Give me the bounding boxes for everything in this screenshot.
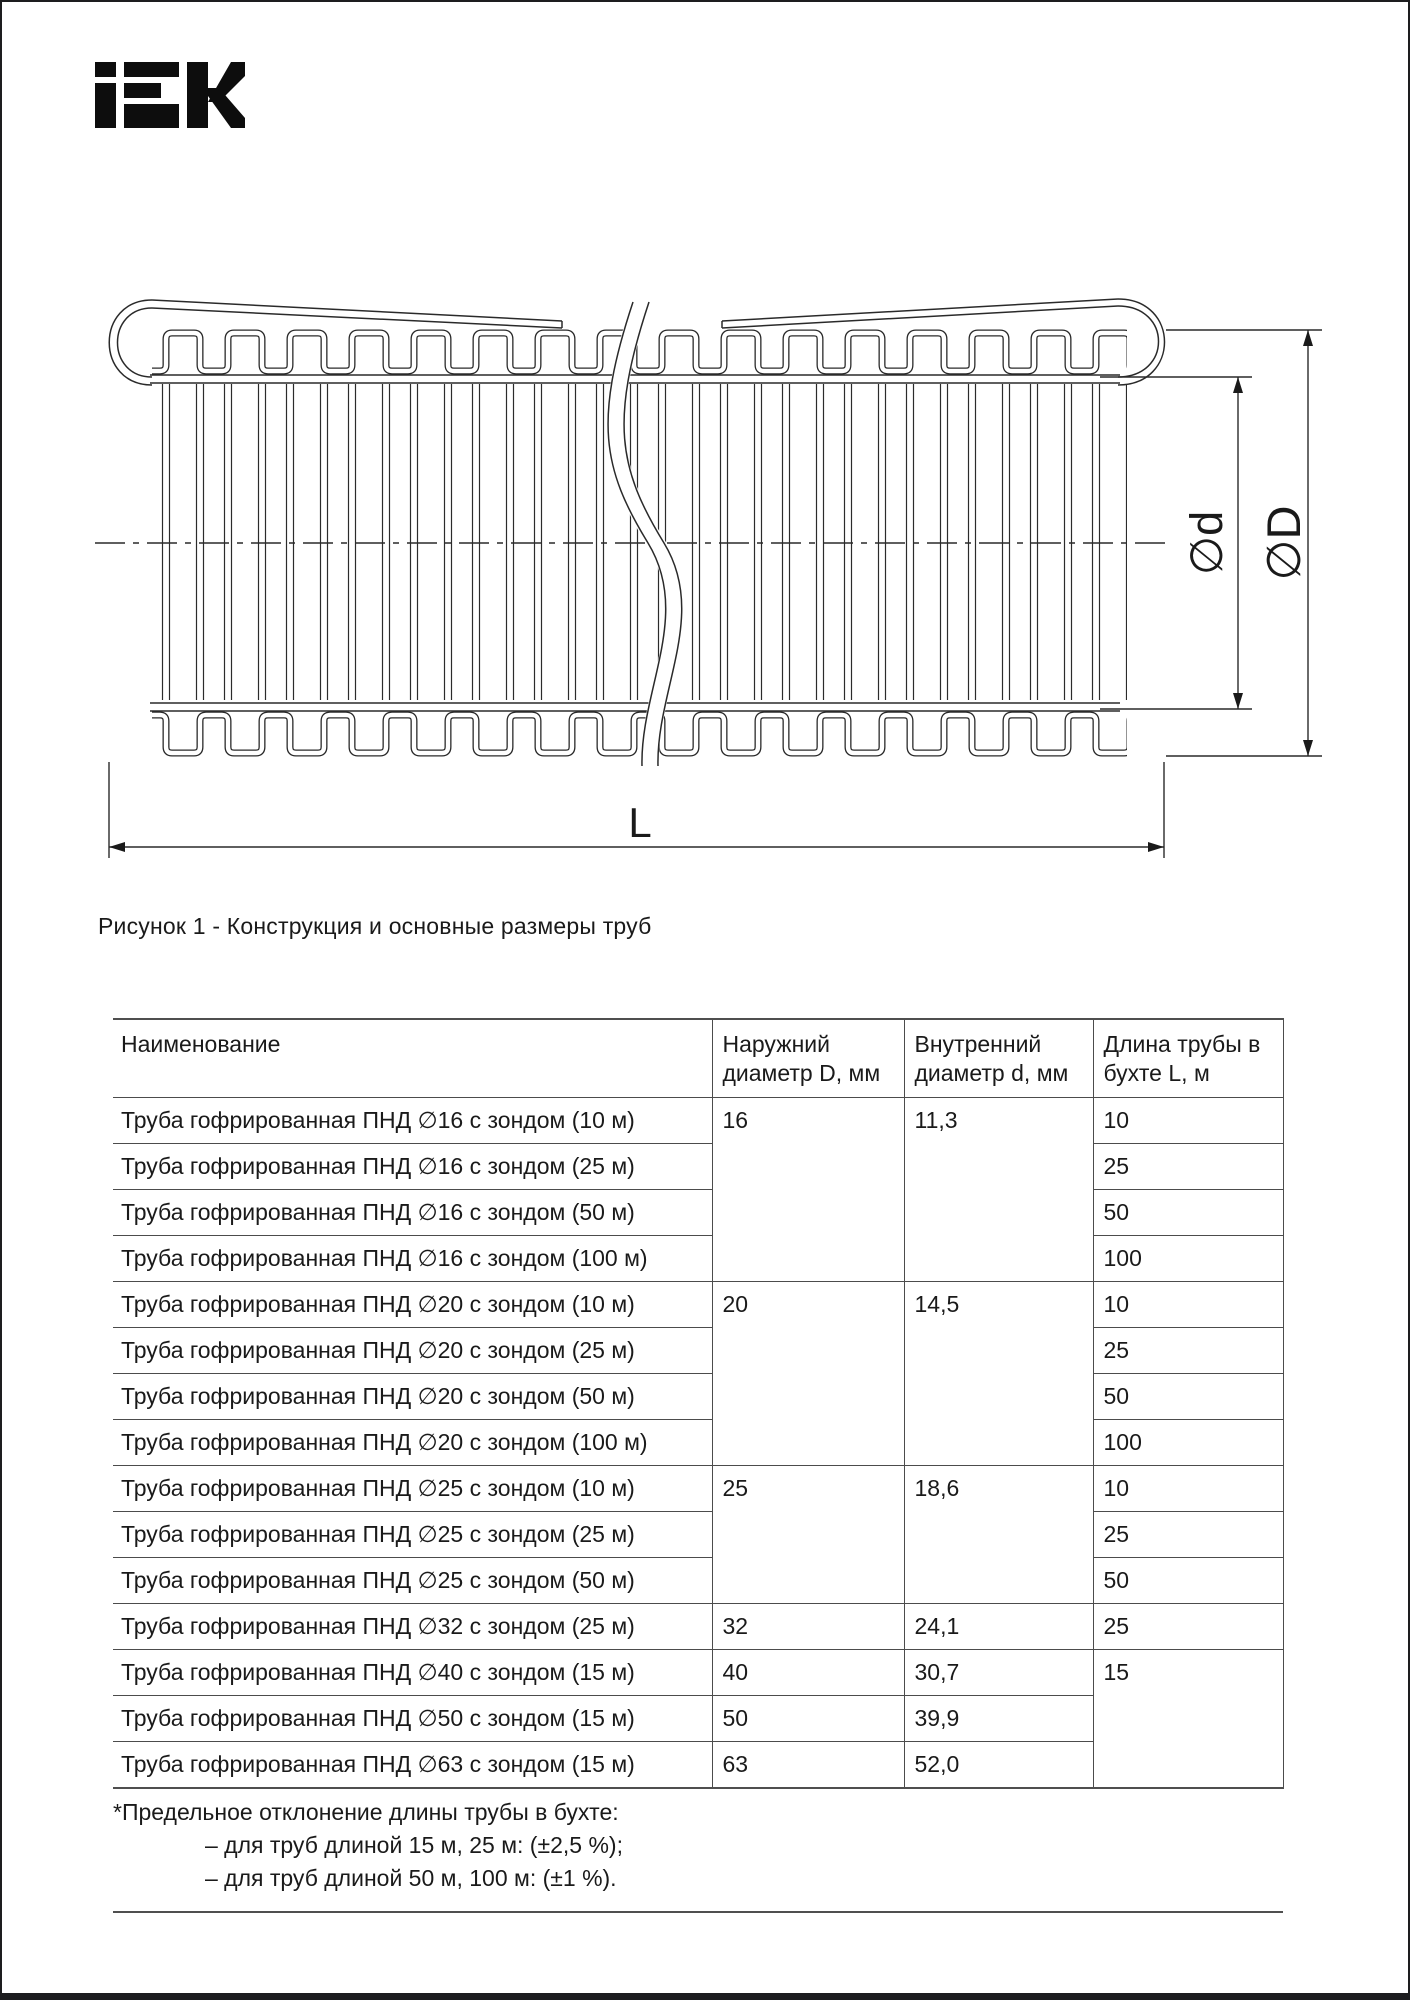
cell-outer-d: 16 xyxy=(712,1098,904,1282)
cell-length: 10 xyxy=(1093,1098,1283,1144)
cell-length: 25 xyxy=(1093,1512,1283,1558)
cell-name: Труба гофрированная ПНД ∅20 с зондом (25 м) xyxy=(113,1328,712,1374)
cell-name: Труба гофрированная ПНД ∅32 с зондом (25 м) xyxy=(113,1604,712,1650)
table-row xyxy=(113,1558,1283,1604)
cell-outer-d: 32 xyxy=(712,1604,904,1650)
dim-label-inner-diameter: ∅d xyxy=(1181,510,1232,576)
cell-name: Труба гофрированная ПНД ∅25 с зондом (10 м) xyxy=(113,1466,712,1512)
corrugation-bottom xyxy=(150,701,1127,761)
cell-name: Труба гофрированная ПНД ∅25 с зондом (25 м) xyxy=(113,1512,712,1558)
left-end-loop xyxy=(109,300,152,385)
pipe-table xyxy=(113,1018,1284,1789)
cell-inner-d: 14,5 xyxy=(904,1282,1093,1466)
cell-name: Труба гофрированная ПНД ∅20 с зондом (100 м) xyxy=(113,1420,712,1466)
cell-outer-d: 40 xyxy=(712,1650,904,1696)
table-row xyxy=(113,1282,1283,1328)
cell-inner-d: 30,7 xyxy=(904,1650,1093,1696)
table-row xyxy=(113,1466,1283,1512)
table-row xyxy=(113,1144,1283,1190)
cell-outer-d: 63 xyxy=(712,1742,904,1789)
cell-name: Труба гофрированная ПНД ∅16 с зондом (100 м) xyxy=(113,1236,712,1282)
table-row xyxy=(113,1374,1283,1420)
table-row xyxy=(113,1420,1283,1466)
cell-length: 50 xyxy=(1093,1190,1283,1236)
table-row xyxy=(113,1650,1283,1696)
iek-logo xyxy=(95,62,245,128)
cell-inner-d: 18,6 xyxy=(904,1466,1093,1604)
cell-name: Труба гофрированная ПНД ∅20 с зондом (10 м) xyxy=(113,1282,712,1328)
cell-name: Труба гофрированная ПНД ∅40 с зондом (15 м) xyxy=(113,1650,712,1696)
table-row xyxy=(113,1604,1283,1650)
cell-length: 25 xyxy=(1093,1604,1283,1650)
footnote-line: – для труб длиной 50 м, 100 м: (±1 %). xyxy=(205,1865,617,1891)
cell-length: 25 xyxy=(1093,1328,1283,1374)
dim-label-length: L xyxy=(628,799,652,846)
table-row xyxy=(113,1236,1283,1282)
footnote-line: – для труб длиной 15 м, 25 м: (±2,5 %); xyxy=(205,1832,623,1858)
table-header-row xyxy=(113,1019,1283,1098)
cell-length: 10 xyxy=(1093,1466,1283,1512)
cell-name: Труба гофрированная ПНД ∅16 с зондом (50 м) xyxy=(113,1190,712,1236)
cell-length: 25 xyxy=(1093,1144,1283,1190)
logo-e-top xyxy=(124,62,179,77)
logo-e-mid xyxy=(124,83,161,98)
table-row xyxy=(113,1328,1283,1374)
col-header-name: Наименование xyxy=(113,1019,712,1098)
cell-inner-d: 24,1 xyxy=(904,1604,1093,1650)
pipe-drawing xyxy=(0,220,1340,900)
logo-e-bot xyxy=(124,104,179,128)
cell-length: 50 xyxy=(1093,1558,1283,1604)
col-header-length: Длина трубы в бухте L, м xyxy=(1093,1019,1283,1098)
cell-inner-d: 52,0 xyxy=(904,1742,1093,1789)
logo-i-dot xyxy=(95,62,116,77)
cell-name: Труба гофрированная ПНД ∅16 с зондом (25 м) xyxy=(113,1144,712,1190)
cell-outer-d: 50 xyxy=(712,1696,904,1742)
cell-length: 100 xyxy=(1093,1420,1283,1466)
rib-lines xyxy=(152,384,1127,700)
table-row xyxy=(113,1190,1283,1236)
logo-k-stem xyxy=(187,62,208,128)
col-header-outer-d: Наружний диаметр D, мм xyxy=(712,1019,904,1098)
cell-name: Труба гофрированная ПНД ∅63 с зондом (15 м) xyxy=(113,1742,712,1789)
dim-label-outer-diameter: ∅D xyxy=(1257,505,1310,581)
cell-name: Труба гофрированная ПНД ∅16 с зондом (10 м) xyxy=(113,1098,712,1144)
logo-i-stem xyxy=(95,83,116,128)
cell-inner-d: 39,9 xyxy=(904,1696,1093,1742)
table-row xyxy=(113,1098,1283,1144)
table-row xyxy=(113,1512,1283,1558)
cell-length: 50 xyxy=(1093,1374,1283,1420)
cell-outer-d: 25 xyxy=(712,1466,904,1604)
footnote xyxy=(113,1788,1283,1913)
cell-name: Труба гофрированная ПНД ∅50 с зондом (15 м) xyxy=(113,1696,712,1742)
cell-length: 15 xyxy=(1093,1650,1283,1789)
col-header-inner-d: Внутренний диаметр d, мм xyxy=(904,1019,1093,1098)
cell-name: Труба гофрированная ПНД ∅20 с зондом (50 м) xyxy=(113,1374,712,1420)
footnote-title: *Предельное отклонение длины трубы в бухте: xyxy=(113,1799,619,1825)
dim-length xyxy=(109,762,1164,858)
cell-name: Труба гофрированная ПНД ∅25 с зондом (50 м) xyxy=(113,1558,712,1604)
cell-length: 100 xyxy=(1093,1236,1283,1282)
cell-length: 10 xyxy=(1093,1282,1283,1328)
cell-outer-d: 20 xyxy=(712,1282,904,1466)
cell-inner-d: 11,3 xyxy=(904,1098,1093,1282)
figure-caption: Рисунок 1 - Конструкция и основные размеры труб xyxy=(98,913,652,939)
